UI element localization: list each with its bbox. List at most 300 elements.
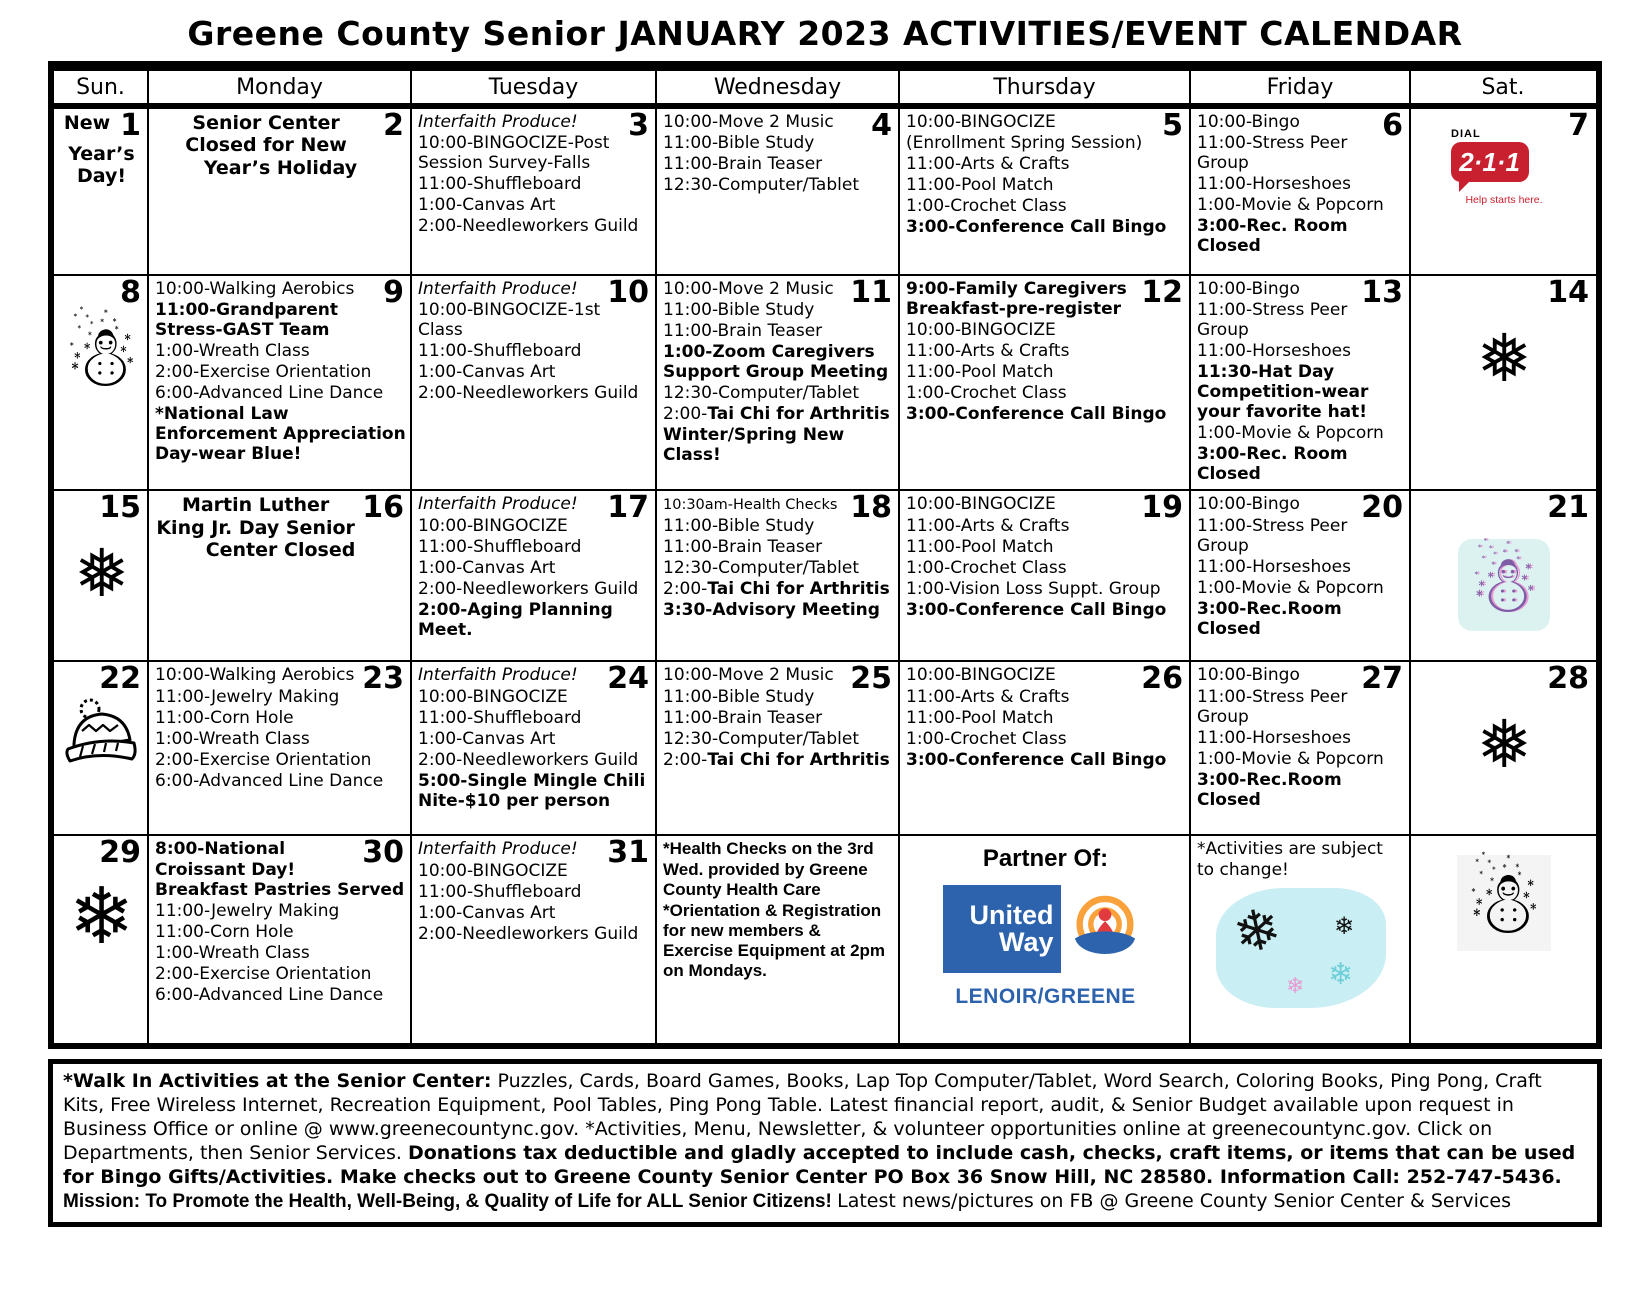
event-item	[418, 133, 651, 173]
event-text: 10:00-Move 2 Music	[663, 112, 834, 132]
weekday-header-row	[54, 71, 1596, 109]
footer-text-segment: Puzzles, Cards, Board Games, Books, Lap Top Computer/Tablet, Word Search, Coloring Books, Ping Pong, Craft Kits, Free Wireless Internet, Recreation Equipment, Pool Tables, Ping Pong Table. Latest financial report, audit, & Senior Budget available upon request in Business Office or online @ www.greenecountync.gov. *Activities, Menu, Newsletter, & volunteer opportunities online at greenecountync.gov. Click on Departments, then Senior Services.	[63, 1070, 1542, 1165]
event-text: 10:00-BINGOCIZE	[906, 320, 1056, 341]
event-text: 1:00-Movie & Popcorn	[1197, 748, 1384, 769]
calendar-cell-day-17	[412, 491, 657, 660]
event-item	[1197, 195, 1405, 215]
snowflake-icon: ❄	[68, 871, 135, 962]
event-text: (Enrollment Spring Session)	[906, 133, 1143, 154]
day-number: 6	[1382, 109, 1403, 143]
day-number: 3	[628, 109, 649, 143]
day-number: 24	[607, 662, 649, 697]
day-number: 20	[1361, 491, 1403, 526]
event-item	[418, 903, 651, 923]
event-text: 10:00-Walking Aerobics	[155, 665, 355, 686]
calendar-cell-day-12	[900, 276, 1191, 489]
event-item	[1197, 423, 1405, 443]
event-item	[906, 404, 1185, 424]
event-item	[418, 112, 651, 132]
event-text: Interfaith Produce!	[418, 279, 578, 299]
event-text: 2:00-Needleworkers Guild	[418, 749, 639, 770]
event-text: 11:00-Bible Study	[663, 686, 815, 707]
calendar-week-row	[54, 836, 1596, 1043]
event-text: 11:00-Horseshoes	[1197, 556, 1351, 577]
event-item	[155, 985, 406, 1005]
event-item	[663, 708, 894, 728]
event-item	[1197, 174, 1405, 194]
united-way-region-label: LENOIR/GREENE	[955, 985, 1136, 1009]
event-text: 11:00-Brain Teaser	[663, 321, 823, 342]
event-item	[418, 537, 651, 557]
weekday-header-sun: Sun.	[54, 71, 149, 103]
footer-text-segment: Mission: To Promote the Health, Well-Being, & Quality of Life for ALL Senior Citizens!	[63, 1191, 838, 1213]
event-item	[418, 383, 651, 403]
calendar-cell-day-24	[412, 662, 657, 834]
event-text: 11:00-Pool Match	[906, 707, 1054, 728]
event-text: 2:00-Needleworkers Guild	[418, 578, 639, 599]
day-number: 28	[1547, 662, 1589, 697]
event-item	[906, 362, 1185, 382]
calendar-cell-day-26	[900, 662, 1191, 834]
event-text: Tai Chi for Arthritis	[707, 578, 890, 599]
calendar-cell	[1411, 836, 1595, 1043]
event-text: 11:00-Jewelry Making	[155, 900, 340, 921]
event-item	[906, 558, 1185, 578]
event-item	[418, 924, 651, 944]
united-way-mark	[1061, 885, 1149, 973]
event-item	[1197, 599, 1405, 639]
event-text: 11:00-Shuffleboard	[418, 881, 582, 902]
footer-text-segment: *Walk In Activities at the Senior Center:	[63, 1070, 492, 1093]
event-text: 1:00-Crochet Class	[906, 196, 1067, 217]
united-way-word-1: United	[969, 899, 1054, 930]
calendar-week-row	[54, 491, 1596, 662]
event-text: 6:00-Advanced Line Dance	[155, 770, 384, 791]
event-item	[155, 729, 406, 749]
event-text: 1:00-Crochet Class	[906, 728, 1067, 749]
event-text: 1:00-Vision Loss Suppt. Group	[906, 578, 1161, 599]
day-number: 5	[1162, 109, 1183, 143]
event-item	[418, 729, 651, 749]
event-text: 10:00-BINGOCIZE	[906, 112, 1056, 132]
event-item	[663, 342, 894, 382]
event-item	[418, 600, 651, 640]
dial-211-tagline: Help starts here.	[1465, 194, 1543, 206]
event-item	[1197, 557, 1405, 577]
event-item	[418, 558, 651, 578]
event-item	[418, 771, 651, 811]
event-text: 10:00-Bingo	[1197, 665, 1300, 686]
event-text: 12:30-Computer/Tablet	[663, 383, 859, 404]
day-number: 11	[850, 276, 892, 310]
event-text: Interfaith Produce!	[418, 494, 578, 515]
event-text: 6:00-Advanced Line Dance	[155, 984, 384, 1005]
event-item	[418, 708, 651, 728]
event-item	[1197, 133, 1405, 173]
event-text: 3:00-Conference Call Bingo	[906, 599, 1167, 620]
event-text: *National Law Enforcement Appreciation Day-wear Blue!	[155, 404, 406, 465]
event-item	[906, 729, 1185, 749]
event-item	[155, 901, 406, 921]
event-item	[155, 708, 406, 728]
event-text: 11:00-Corn Hole	[155, 707, 294, 728]
event-text: Senior Center Closed for New Year’s Holiday	[185, 112, 358, 179]
event-text: 10:00-Bingo	[1197, 112, 1300, 132]
event-text: 1:00-Movie & Popcorn	[1197, 195, 1384, 216]
day-number: 10	[607, 276, 649, 310]
event-item	[906, 175, 1185, 195]
event-text: Winter/Spring New Class!	[663, 425, 845, 466]
day-number: 16	[362, 491, 404, 526]
event-item	[1197, 770, 1405, 810]
event-text: Interfaith Produce!	[418, 665, 578, 686]
event-text: 11:00-Pool Match	[906, 536, 1054, 557]
day-number: 27	[1361, 662, 1403, 697]
event-text: 11:00-Pool Match	[906, 175, 1054, 196]
event-text: 11:00-Shuffleboard	[418, 174, 582, 195]
calendar-cell-day-29	[54, 836, 149, 1043]
event-item	[1197, 216, 1405, 256]
event-item	[1197, 728, 1405, 748]
event-text: 10:00-Walking Aerobics	[155, 279, 355, 299]
event-text: 3:30-Advisory Meeting	[663, 599, 880, 620]
event-item	[155, 300, 406, 340]
snowflake-icon: ❄	[1328, 956, 1354, 992]
day-number: 18	[850, 491, 892, 526]
snowflake-icon: ❅	[1476, 319, 1532, 397]
day-number: 23	[362, 662, 404, 697]
event-text: 3:00-Conference Call Bingo	[906, 404, 1167, 425]
dial-211-number: 2·1·1	[1451, 142, 1529, 182]
event-item	[663, 579, 894, 599]
event-text: 11:00-Horseshoes	[1197, 727, 1351, 748]
event-item	[906, 579, 1185, 599]
event-item	[155, 750, 406, 770]
event-item	[155, 964, 406, 984]
event-text: 3:00-Rec.Room Closed	[1197, 598, 1342, 639]
calendar-cell-day-15	[54, 491, 149, 660]
event-item	[663, 537, 894, 557]
event-item	[155, 383, 406, 403]
event-item	[663, 558, 894, 578]
event-text: 1:00-Canvas Art	[418, 195, 556, 216]
event-item	[418, 341, 651, 361]
event-text: 1:00-Zoom Caregivers Support Group Meeting	[663, 342, 889, 383]
calendar-cell-day-5	[900, 109, 1191, 274]
event-item	[1197, 444, 1405, 484]
event-text: 11:00-Shuffleboard	[418, 707, 582, 728]
event-text: 10:00-BINGOCIZE	[906, 665, 1056, 686]
event-text: 1:00-Movie & Popcorn	[1197, 577, 1384, 598]
calendar-body	[54, 109, 1596, 1043]
event-text: 11:00-Corn Hole	[155, 921, 294, 942]
day-number: 9	[383, 276, 404, 310]
calendar-cell-day-27	[1191, 662, 1411, 834]
event-text: 2:00-Exercise Orientation	[155, 362, 372, 383]
calendar-cell-day-22	[54, 662, 149, 834]
calendar-cell-day-21	[1411, 491, 1595, 660]
event-item	[663, 425, 894, 465]
event-item	[155, 404, 406, 464]
child-snowman-image	[1458, 539, 1550, 631]
event-item	[1197, 839, 1405, 879]
event-text: 11:00-Arts & Crafts	[906, 154, 1070, 175]
event-text: 10:00-BINGOCIZE	[418, 686, 568, 707]
snowman-image: ☃	[62, 306, 141, 407]
event-text: 1:00-Wreath Class	[155, 341, 310, 362]
united-way-wordmark	[943, 885, 1061, 973]
event-item	[155, 362, 406, 382]
event-item	[418, 216, 651, 236]
event-text: 11:00-Horseshoes	[1197, 341, 1351, 362]
event-item	[663, 133, 894, 153]
event-text: 3:00-Rec. Room Closed	[1197, 216, 1348, 257]
event-text: 11:00-Stress Peer Group	[1197, 133, 1348, 174]
event-text: 11:00-Arts & Crafts	[906, 515, 1070, 536]
event-text: 5:00-Single Mingle Chili Nite-$10 per person	[418, 770, 646, 811]
event-text: Martin Luther King Jr. Day Senior Center Closed	[156, 494, 356, 562]
calendar-cell-day-28	[1411, 662, 1595, 834]
event-text: 10:00-Move 2 Music	[663, 665, 834, 686]
event-text: 11:00-Bible Study	[663, 133, 815, 154]
event-text: 11:00-Brain Teaser	[663, 154, 823, 175]
calendar-title: Greene County Senior JANUARY 2023 ACTIVITIES/EVENT CALENDAR	[187, 14, 1463, 53]
footer-text-segment: Donations tax deductible and gladly accepted to include cash, checks, craft items, or items that can be used for Bingo Gifts/Activities. Make checks out to Greene County Senior Center PO Box 36 Snow Hill, NC 28580. Information Call: 252-747-5436.	[63, 1142, 1576, 1189]
event-item	[663, 750, 894, 770]
event-text: 11:00-Shuffleboard	[418, 536, 582, 557]
event-text: *Activities are subject to change!	[1197, 839, 1383, 880]
event-item	[906, 708, 1185, 728]
united-way-section	[906, 845, 1185, 1009]
footer-text-segment: Latest news/pictures on FB @ Greene County Senior Center & Services	[837, 1190, 1511, 1213]
event-text: 1:00-Wreath Class	[155, 728, 310, 749]
event-item	[663, 175, 894, 195]
partner-of-label: Partner Of:	[982, 845, 1109, 873]
event-text: 1:00-Canvas Art	[418, 557, 556, 578]
event-text: Interfaith Produce!	[418, 112, 578, 132]
event-text: 2:00-Needleworkers Guild	[418, 216, 639, 237]
event-text: 11:30-Hat Day Competition-wear your favorite hat!	[1197, 362, 1369, 423]
united-way-logo	[943, 885, 1149, 973]
calendar-table	[48, 61, 1602, 1049]
footer-note	[48, 1059, 1602, 1227]
day-number: 22	[99, 662, 141, 697]
event-text: Tai Chi for Arthritis	[707, 404, 890, 425]
event-item	[663, 321, 894, 341]
calendar-cell-day-8	[54, 276, 149, 489]
event-text: 2:00-	[663, 404, 708, 425]
event-text: New Year’s Day!	[63, 112, 135, 187]
day-number: 14	[1547, 276, 1589, 310]
calendar-page	[48, 14, 1602, 1227]
snowman-icon: ☃	[1468, 537, 1540, 631]
event-text: 9:00-Family Caregivers Breakfast-pre-register	[906, 279, 1127, 320]
calendar-cell-day-31	[412, 836, 657, 1043]
event-item	[418, 750, 651, 770]
event-text: 3:00-Conference Call Bingo	[906, 749, 1167, 770]
snowflake-icon: ❄	[1286, 973, 1305, 999]
calendar-cell-day-7	[1411, 109, 1595, 274]
event-text: 2:00-Needleworkers Guild	[418, 383, 639, 404]
event-text: 3:00-Rec. Room Closed	[1197, 444, 1348, 485]
day-number: 1	[120, 109, 141, 143]
event-text: *Orientation & Registration for new members & Exercise Equipment at 2pm on Mondays.	[663, 900, 886, 980]
weekday-header-monday: Monday	[149, 71, 412, 103]
event-text: 11:00-Arts & Crafts	[906, 686, 1070, 707]
event-item	[663, 600, 894, 620]
event-item	[1197, 341, 1405, 361]
event-item	[418, 362, 651, 382]
event-item	[906, 600, 1185, 620]
day-number: 29	[99, 836, 141, 871]
calendar-week-row	[54, 109, 1596, 276]
event-text: 1:00-Movie & Popcorn	[1197, 423, 1384, 444]
event-text: 11:00-Stress Peer Group	[1197, 686, 1348, 727]
event-text: 11:00-Shuffleboard	[418, 341, 582, 362]
day-number: 17	[607, 491, 649, 526]
calendar-cell-day-18	[657, 491, 900, 660]
event-text: 3:00-Rec.Room Closed	[1197, 769, 1342, 810]
event-item	[906, 196, 1185, 216]
event-text: 12:30-Computer/Tablet	[663, 175, 859, 196]
calendar-cell-day-11	[657, 276, 900, 489]
event-text: 10:30am-Health Checks	[663, 497, 838, 514]
event-text: 11:00-Horseshoes	[1197, 174, 1351, 195]
event-text: 8:00-National Croissant Day! Breakfast Pastries Served	[155, 839, 405, 900]
weekday-header-sat: Sat.	[1481, 75, 1525, 100]
snowflake-icon: ❅	[73, 534, 130, 612]
calendar-cell-day-10	[412, 276, 657, 489]
snowflake-icon: ❅	[1476, 705, 1532, 783]
day-number: 4	[871, 109, 892, 143]
event-text: 11:00-Arts & Crafts	[906, 341, 1070, 362]
event-item	[418, 882, 651, 902]
event-text: 11:00-Pool Match	[906, 362, 1054, 383]
weekday-header-tuesday: Tuesday	[412, 71, 657, 103]
event-item	[906, 320, 1185, 340]
calendar-cell-day-19	[900, 491, 1191, 660]
calendar-cell-day-30	[149, 836, 412, 1043]
calendar-cell-day-13	[1191, 276, 1411, 489]
event-text: 2:00-Needleworkers Guild	[418, 923, 639, 944]
day-number: 26	[1141, 662, 1183, 697]
event-text: 1:00-Canvas Art	[418, 728, 556, 749]
event-text: 1:00-Wreath Class	[155, 942, 310, 963]
event-text: 2:00-	[663, 749, 708, 770]
day-number: 15	[99, 491, 141, 526]
snowflakes-image	[1216, 888, 1386, 1008]
calendar-cell-day-1	[54, 109, 149, 274]
event-item	[155, 943, 406, 963]
snowman-image: ☃	[1457, 855, 1552, 951]
event-item	[418, 174, 651, 194]
day-number: 31	[607, 836, 649, 871]
event-item	[906, 133, 1185, 153]
event-item	[906, 383, 1185, 403]
calendar-cell-day-23	[149, 662, 412, 834]
event-item	[418, 579, 651, 599]
event-item	[906, 112, 1185, 132]
event-item	[663, 383, 894, 403]
event-item	[663, 839, 894, 899]
event-text: 11:00-Brain Teaser	[663, 536, 823, 557]
calendar-cell	[900, 836, 1191, 1043]
event-item	[1197, 578, 1405, 598]
event-item	[155, 279, 406, 299]
calendar-cell-day-4	[657, 109, 900, 274]
event-text: 3:00-Conference Call Bingo	[906, 217, 1167, 238]
event-text: 2:00-	[663, 578, 708, 599]
calendar-cell-day-2	[149, 109, 412, 274]
event-text: 10:00-BINGOCIZE-Post Session Survey-Falls	[418, 133, 610, 174]
event-text: 1:00-Crochet Class	[906, 557, 1067, 578]
calendar-cell-day-9	[149, 276, 412, 489]
event-item	[418, 195, 651, 215]
event-item	[906, 750, 1185, 770]
event-item	[663, 729, 894, 749]
event-item	[906, 154, 1185, 174]
event-text: 11:00-Brain Teaser	[663, 707, 823, 728]
day-number: 8	[120, 276, 141, 310]
event-text: 11:00-Bible Study	[663, 515, 815, 536]
event-item	[155, 771, 406, 791]
calendar-cell	[1191, 836, 1411, 1043]
event-text: 12:30-Computer/Tablet	[663, 557, 859, 578]
event-text: Tai Chi for Arthritis	[707, 749, 890, 770]
event-item	[1197, 362, 1405, 422]
event-text: 1:00-Canvas Art	[418, 902, 556, 923]
weekday-header-friday: Friday	[1191, 71, 1411, 103]
calendar-cell-day-25	[657, 662, 900, 834]
event-item	[663, 154, 894, 174]
event-text: 10:00-Bingo	[1197, 279, 1300, 299]
day-number: 30	[362, 836, 404, 871]
dial-211-logo	[1417, 128, 1591, 206]
event-text: Interfaith Produce!	[418, 839, 578, 860]
calendar-cell-day-20	[1191, 491, 1411, 660]
calendar-cell-day-3	[412, 109, 657, 274]
event-text: 2:00-Exercise Orientation	[155, 749, 372, 770]
event-item	[906, 537, 1185, 557]
winter-hat-image	[60, 696, 143, 780]
weekday-header-thursday: Thursday	[900, 71, 1191, 103]
event-text: 10:00-BINGOCIZE	[906, 494, 1056, 515]
event-item	[906, 217, 1185, 237]
calendar-cell-day-6	[1191, 109, 1411, 274]
event-text: 1:00-Canvas Art	[418, 362, 556, 383]
snowflake-icon: ❄	[1227, 894, 1288, 968]
event-text: 2:00-Exercise Orientation	[155, 963, 372, 984]
event-text: 10:00-Move 2 Music	[663, 279, 834, 299]
event-item	[663, 112, 894, 132]
day-number: 7	[1568, 109, 1589, 143]
snowflake-icon: ❄	[1334, 911, 1355, 940]
event-item	[155, 109, 406, 179]
day-number: 19	[1141, 491, 1183, 526]
event-text: 2:00-Aging Planning Meet.	[418, 599, 613, 640]
event-item	[155, 922, 406, 942]
dial-211-dial-label: DIAL	[1451, 128, 1481, 140]
event-item	[1197, 749, 1405, 769]
event-text: 10:00-BINGOCIZE-1st Class	[418, 300, 601, 341]
event-text: *Health Checks on the 3rd Wed. provided by Greene County Health Care	[663, 839, 874, 899]
event-item	[155, 341, 406, 361]
event-text: 12:30-Computer/Tablet	[663, 728, 859, 749]
event-text: 6:00-Advanced Line Dance	[155, 383, 384, 404]
event-text: 10:00-BINGOCIZE	[418, 860, 568, 881]
calendar-week-row	[54, 276, 1596, 491]
event-text: 11:00-Jewelry Making	[155, 686, 340, 707]
